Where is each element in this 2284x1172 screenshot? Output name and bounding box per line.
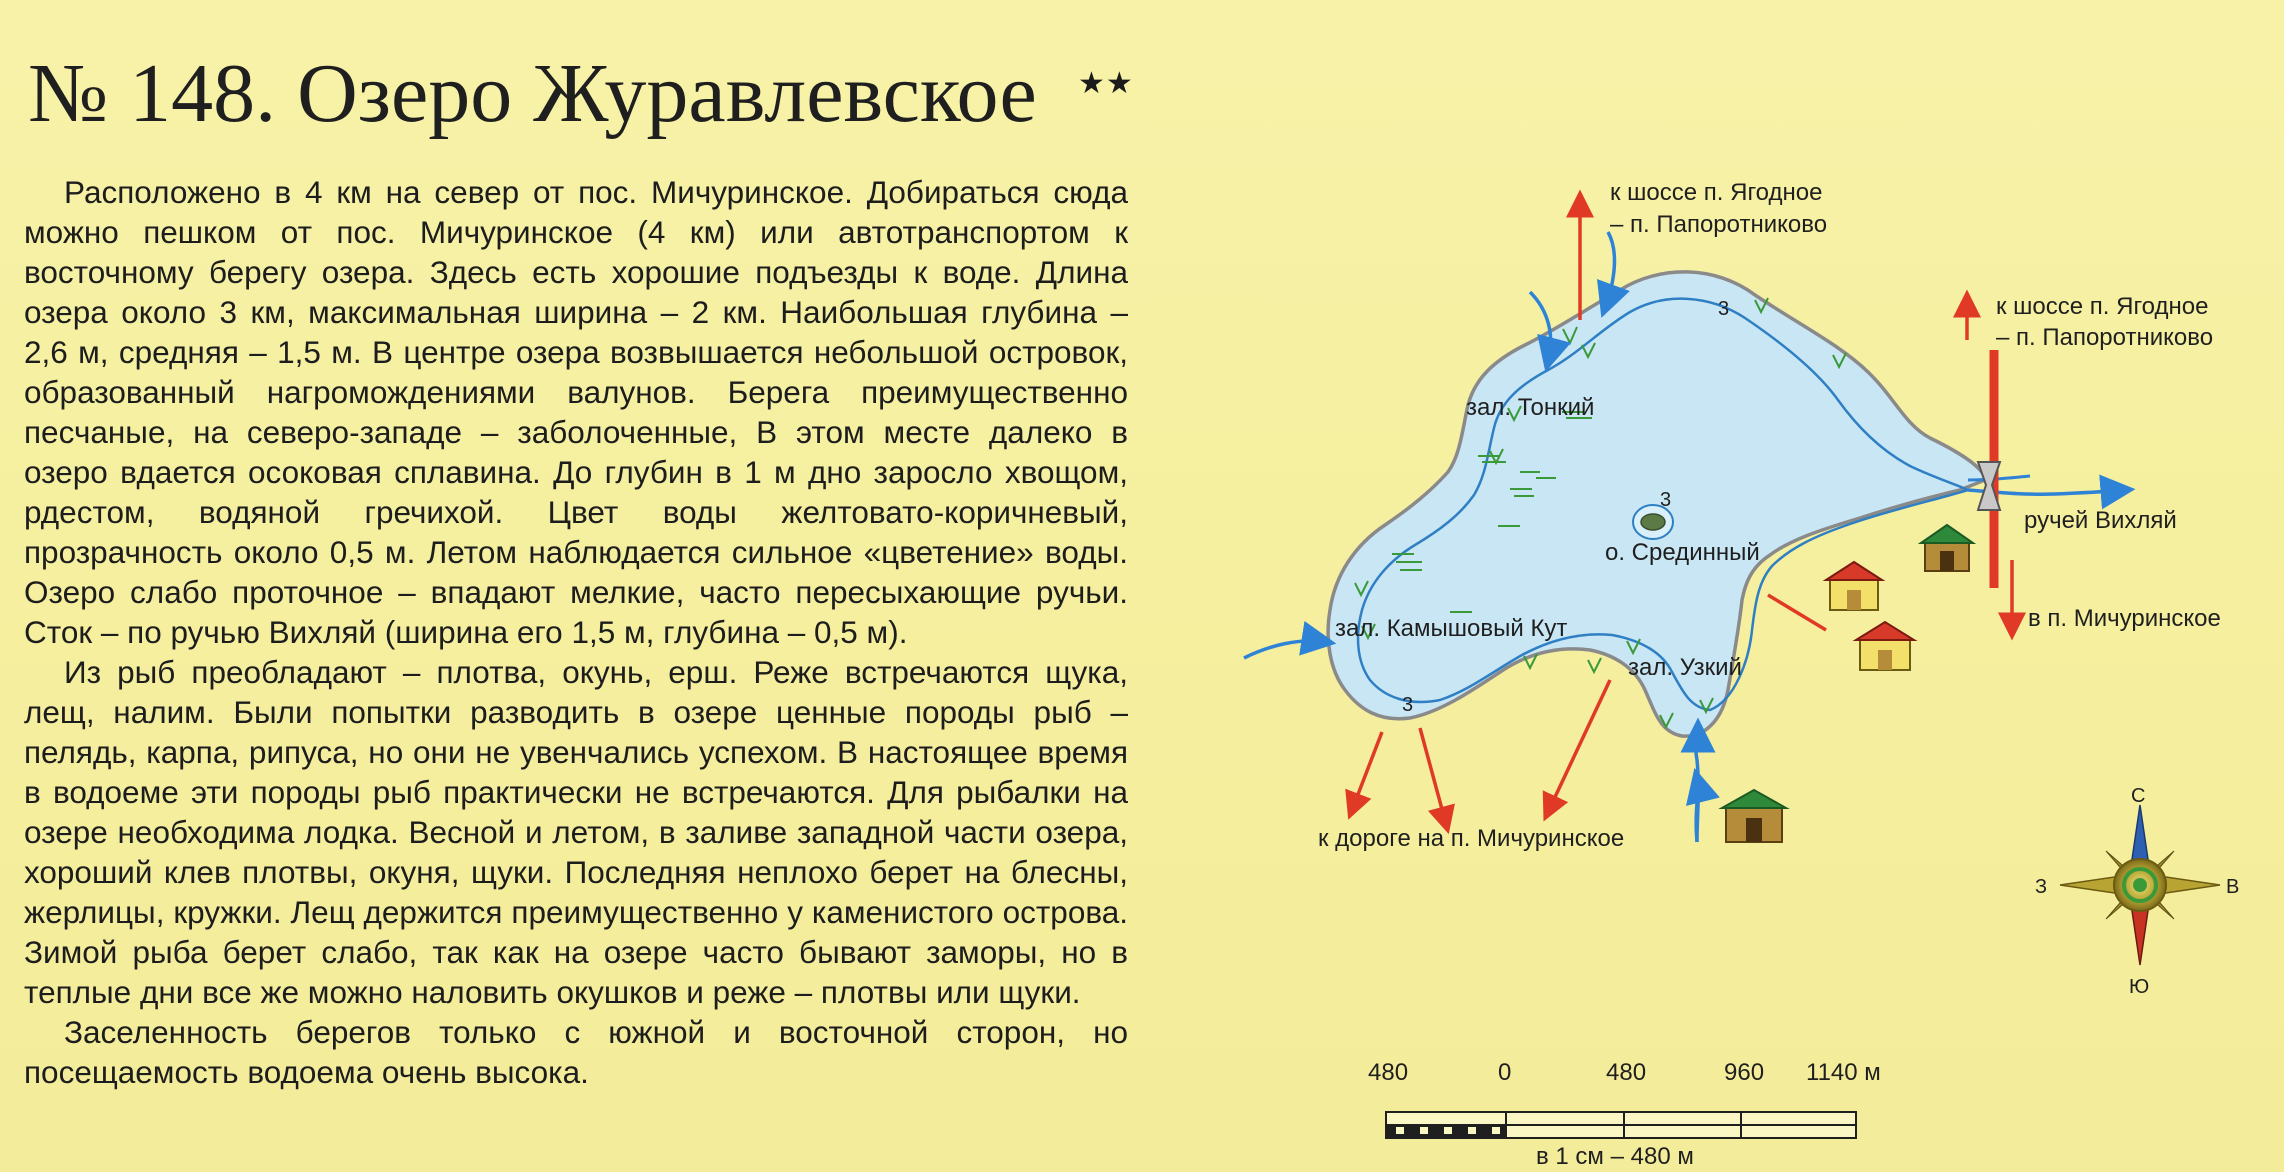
- island: [1641, 514, 1665, 530]
- label-to-michurinskoe: в п. Мичуринское: [2028, 605, 2221, 632]
- label-bay-thin: зал. Тонкий: [1466, 394, 1595, 421]
- road-south: [1548, 680, 1610, 812]
- depth-label: 3: [1402, 694, 1414, 716]
- road-southwest-2: [1420, 728, 1446, 824]
- scale-tick: 1140 м: [1806, 1059, 1881, 1086]
- label-road-east: – п. Папоротниково: [1996, 324, 2214, 351]
- difficulty-stars: ★★: [1078, 67, 1134, 100]
- scale-tick: 480: [1368, 1059, 1409, 1086]
- compass-south: Ю: [2129, 976, 2150, 998]
- house-icon: [1722, 790, 1786, 842]
- label-road-north: к шоссе п. Ягодное: [1610, 179, 1823, 206]
- label-road-south: к дороге на п. Мичуринское: [1318, 825, 1625, 852]
- scale-tick: 0: [1498, 1059, 1512, 1086]
- label-bay-reed: зал. Камышовый Кут: [1335, 615, 1568, 642]
- label-road-north: – п. Папоротниково: [1610, 211, 1828, 238]
- compass-west: З: [2035, 876, 2048, 898]
- house-icon: [1921, 525, 1973, 571]
- road-spur: [1768, 595, 1826, 630]
- house-icon: [1826, 562, 1882, 610]
- paragraph-location: Расположено в 4 км на север от пос. Мичуринское. Добираться сюда можно пешком от пос. Мичуринское (4 км) или автотранспортом к восточному берегу озера. Здесь есть хорошие подъезды к воде. Длина озера около 3 км, максимальная ширина – 2 км. Наибольшая глубина – 2,6 м, средняя – 1,5 м. В центре озера возвышается небольшой островок, образованный нагромождениями валунов. Берега преимущественно песчаные, на северо-западе – заболоченные, В этом месте далеко в озеро вдается осоковая сплавина. До глубин в 1 м дно заросло хвощом, рдестом, водяной гречихой. Цвет воды желтовато-коричневый, прозрачность около 0,5 м. Летом наблюдается сильное «цветение» воды. Озеро слабо проточное – впадают мелкие, часто пересыхающие ручьи. Сток – по ручью Вихляй (ширина его 1,5 м, глубина – 0,5 м).: [24, 174, 1128, 650]
- scale-tick: 960: [1724, 1059, 1765, 1086]
- compass-east: В: [2226, 876, 2240, 898]
- house-icon: [1856, 622, 1914, 670]
- page-title: № 148. Озеро Журавлевское: [28, 47, 1037, 140]
- label-road-east: к шоссе п. Ягодное: [1996, 293, 2209, 320]
- scale-tick: 480: [1606, 1059, 1647, 1086]
- label-stream: ручей Вихляй: [2024, 507, 2177, 534]
- depth-label: 3: [1718, 298, 1730, 320]
- inflow-stream-south-lower: [1696, 778, 1698, 842]
- compass-north: С: [2131, 785, 2146, 807]
- compass-rose-icon: [2060, 805, 2220, 965]
- paragraph-fish: Из рыб преобладают – плотва, окунь, ерш. Реже встречаются щука, лещ, налим. Были попытки разводить в озере ценные породы рыб – пелядь, карпа, рипуса, но они не увенчались успехом. В настоящее время в водоеме эти породы рыб практически не встречаются. Для рыбалки на озере необходима лодка. Весной и летом, в заливе западной части озера, хороший клев плотвы, окуня, щуки. Последняя неплохо берет на блесны, жерлицы, кружки. Лещ держится преимущественно у каменистого острова. Зимой рыба берет слабо, так как на озере часто бывают заморы, но в теплые дни все же можно наловить окушков и реже – плотвы или щуки.: [24, 654, 1128, 1010]
- paragraph-settlement: Заселенность берегов только с южной и восточной сторон, но посещаемость водоема очень высока.: [24, 1014, 1128, 1090]
- label-island: о. Срединный: [1605, 539, 1760, 566]
- depth-label: 3: [1660, 489, 1672, 511]
- label-bay-narrow: зал. Узкий: [1628, 654, 1742, 681]
- inflow-stream-west: [1244, 641, 1326, 658]
- scale-bar: [1386, 1112, 1856, 1138]
- scale-caption: в 1 см – 480 м: [1536, 1143, 1694, 1170]
- road-southwest-1: [1352, 732, 1382, 810]
